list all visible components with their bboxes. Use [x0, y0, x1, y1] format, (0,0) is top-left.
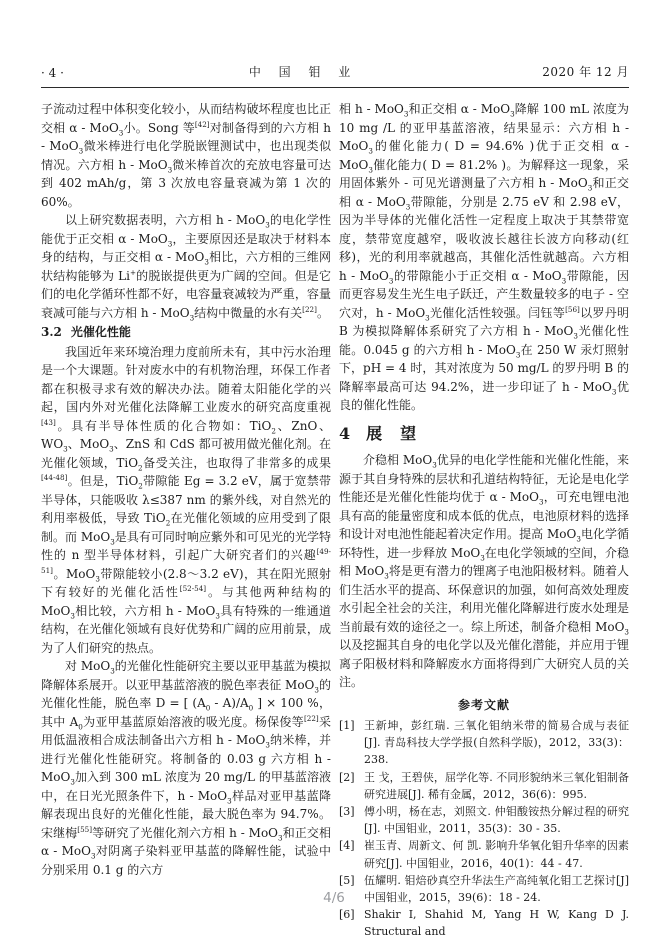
paragraph: 我国近年来环境治理力度前所未有，其中污水治理是一个大课题。针对废水中的有机物治理，环保工作者都在积极寻求有效的解决办法。随着太阳能化学的兴起，国内外对光催化法降解工业废水的研究高度重视[43]。具有半导体性质的化合物如：TiO$_2$、ZnO、$WO_3$、MoO$_3$、ZnS 和 CdS 都可被用做光催化剂。在光催化领域，TiO$_2$备受关注，也取得了非常多的成果[44-48]。但是，TiO$_2$带隙能 Eg = 3.2 eV，属于宽禁带半导体，只能吸收 λ≤387 nm 的紫外线，对自然光的利用率极低，导致 TiO$_2$在光催化领域的应用受到了限制。而 MoO$_3$是具有可同时响应紫外和可见光的光学特性的 n 型半导体材料，引起广大研究者们的兴趣[49-51]。MoO$_3$带隙能较小(2.8～3.2 eV)，其在阳光照射下有较好的光催化活性[52-54]。与其他两种结构的 MoO$_3$相比较，六方相 h - MoO$_3$具有特殊的一维通道结构，在光催化领域有良好优势和广阔的应用前景，成为了人们研究的热点。 [41, 344, 332, 655]
left-column [41, 100, 331, 938]
reference-text: 傅小明，杨在志，刘照文. 仲钼酸铵热分解过程的研究[J]. 中国钼业，2011，35(3)：30 - 35. [364, 805, 629, 836]
header-page-number: · 4 · [41, 66, 64, 80]
reference-item [339, 803, 629, 837]
reference-label: [5] [339, 873, 355, 887]
reference-item [339, 837, 629, 871]
reference-label: [6] [339, 908, 355, 922]
reference-item [339, 769, 629, 803]
reference-text: Shakir I, Shahid M, Yang H W, Kang D J. Structural and [364, 908, 629, 938]
section-title: 光催化性能 [70, 325, 131, 339]
paragraph: 对 MoO$_3$的光催化性能研究主要以亚甲基蓝为模拟降解体系展开。以亚甲基蓝溶液的脱色率表征 MoO$_3$的光催化性能，脱色率 D = [ $(A_0 - A)/A_0$ ] × 100 %，其中 $A_0$为亚甲基蓝原始溶液的吸光度。杨保俊等[22]采用低温液相合成法制备出六方相 h - MoO$_3$纳米棒，并进行光催化性能研究。将制备的 0.03 g 六方相 h - MoO$_3$加入到 300 mL 浓度为 20 mg/L 的甲基蓝溶液中，在日光光照条件下，h - MoO$_3$样品对亚甲基蓝降解表现出良好的光催化性能，最大脱色率为 94.7%。宋继梅[55]等研究了光催化剂六方相 h - MoO$_3$和正交相 α - MoO$_3$对阴离子染料亚甲基蓝的降解性能，试验中分别采用 0.1 g 的六方 [41, 659, 331, 877]
reference-label: [1] [339, 719, 355, 732]
paragraph: 介稳相 MoO$_3$优异的电化学性能和光催化性能，来源于其自身特殊的层状和孔道结构特征，无论是电化学性能还是光催化性能均优于 α - MoO$_3$，可充电锂电池具有高的能量密度和成本低的优点，电池原材料的选择和设计对电池性能起着决定作用。提高 MoO$_3$电化学循环特性，进一步释放 MoO$_3$在电化学领域的空间，介稳相 MoO$_3$将是更有潜力的锂离子电池阳极材料。随着人们生活水平的提高、环保意识的加强，如何高效处理废水引起全社会的关注，利用光催化降解进行废水处理是当前最有效的途径之一。综上所述，制备介稳相 MoO$_3$以及挖掘其自身的电化学以及光催化潜能，并应用于锂离子阳极材料和降解废水方面将得到广大研究人员的关注。 [339, 453, 629, 689]
paragraph: 子流动过程中体积变化较小，从而结构破坏程度也比正交相 α - MoO$_3$小。Song 等[42]对制备得到的六方相 h - MoO$_3$微米棒进行电化学脱嵌锂测试中，也出现类似情况。六方相 h - MoO$_3$微米棒首次的充放电容量可达到 402 mAh/g，第 3 次放电容量衰减为第 1 次的 60%。 [41, 102, 331, 209]
paragraph: 相 h - MoO$_3$和正交相 α - MoO$_3$降解 100 mL 浓度为 10 mg /L 的亚甲基蓝溶液，结果显示：六方相 h - MoO$_3$的催化能力( D = 94.6% )优于正交相 α - MoO$_3$催化能力( D = 81.2% )。为解释这一现象，采用固体紫外 - 可见光谱测量了六方相 h - MoO$_3$和正交相 α - MoO$_3$带隙能，分别是 2.75 eV 和 2.98 eV，因为半导体的光催化活性一定程度上取决于其禁带宽度，禁带宽度越窄，吸收波长越往长波方向移动(红移)，光的利用率就越高，其催化活性就越高。六方相 h - MoO$_3$的带隙能小于正交相 α - MoO$_3$带隙能，因而更容易发生光生电子跃迁，产生数量较多的电子 - 空穴对，h - MoO$_3$光催化活性较强。闫钰等[56]以罗丹明 B 为模拟降解体系研究了六方相 h - MoO$_3$光催化性能。0.045 g 的六方相 h - MoO$_3$在 250 W 汞灯照射下，pH = 4 时，其对浓度为 50 mg/L 的罗丹明 B 的降解率最高可达 94.2%，进一步印证了 h - MoO$_3$优良的催化性能。 [339, 102, 630, 412]
reference-label: [4] [339, 839, 355, 853]
section-title: 展 望 [366, 423, 418, 443]
page-indicator: 4/6 [323, 890, 345, 906]
section-number: 3.2 [41, 325, 62, 339]
right-column [339, 100, 629, 938]
section-number: 4 [339, 423, 352, 443]
reference-text: 王新坤，彭红瑞. 三氧化钼纳米带的简易合成与表征[J]. 青岛科技大学学报(自然科学版)，2012，33(3)：238. [364, 719, 629, 767]
section-heading-4 [339, 425, 629, 444]
reference-item [339, 717, 629, 769]
two-column-body [41, 100, 629, 938]
reference-label: [3] [339, 805, 355, 819]
reference-label: [2] [339, 770, 355, 784]
page-header [41, 63, 629, 88]
paragraph: 以上研究数据表明，六方相 h - MoO$_3$的电化学性能优于正交相 α - MoO$_3$，主要原因还是取决于材料本身的结构，与正交相 α - MoO$_3$相比，六方相的三维网状结构能够为 Li+的脱嵌提供更为广阔的空间。但是它们的电化学循环性都不好，电容量衰减较为严重，容量衰减可能与六方相 h - MoO$_3$结构中微量的水有关[22]。 [41, 213, 331, 322]
issue-date: 2020 年 12 月 [542, 65, 629, 79]
reference-text: 王 戈，王碧侠，屈学化等. 不同形貌纳米三氧化钼制备研究进展[J]. 稀有金属，2012，36(6)：995. [364, 770, 629, 801]
references-heading: 参考文献 [457, 697, 510, 712]
reference-item [339, 906, 629, 938]
reference-text: 伍耀明. 钼焙砂真空升华法生产高纯氧化钼工艺探讨[J]中国钼业，2015，39(6)：18 - 24. [364, 873, 629, 905]
section-heading-3-2 [41, 323, 331, 342]
reference-text: 崔玉青、周新文、何 凯. 影响升华氧化钼升华率的因素研究[J]. 中国钼业，2016，40(1)：44 - 47. [364, 839, 629, 870]
journal-title: 中 国 钼 业 [248, 65, 358, 79]
